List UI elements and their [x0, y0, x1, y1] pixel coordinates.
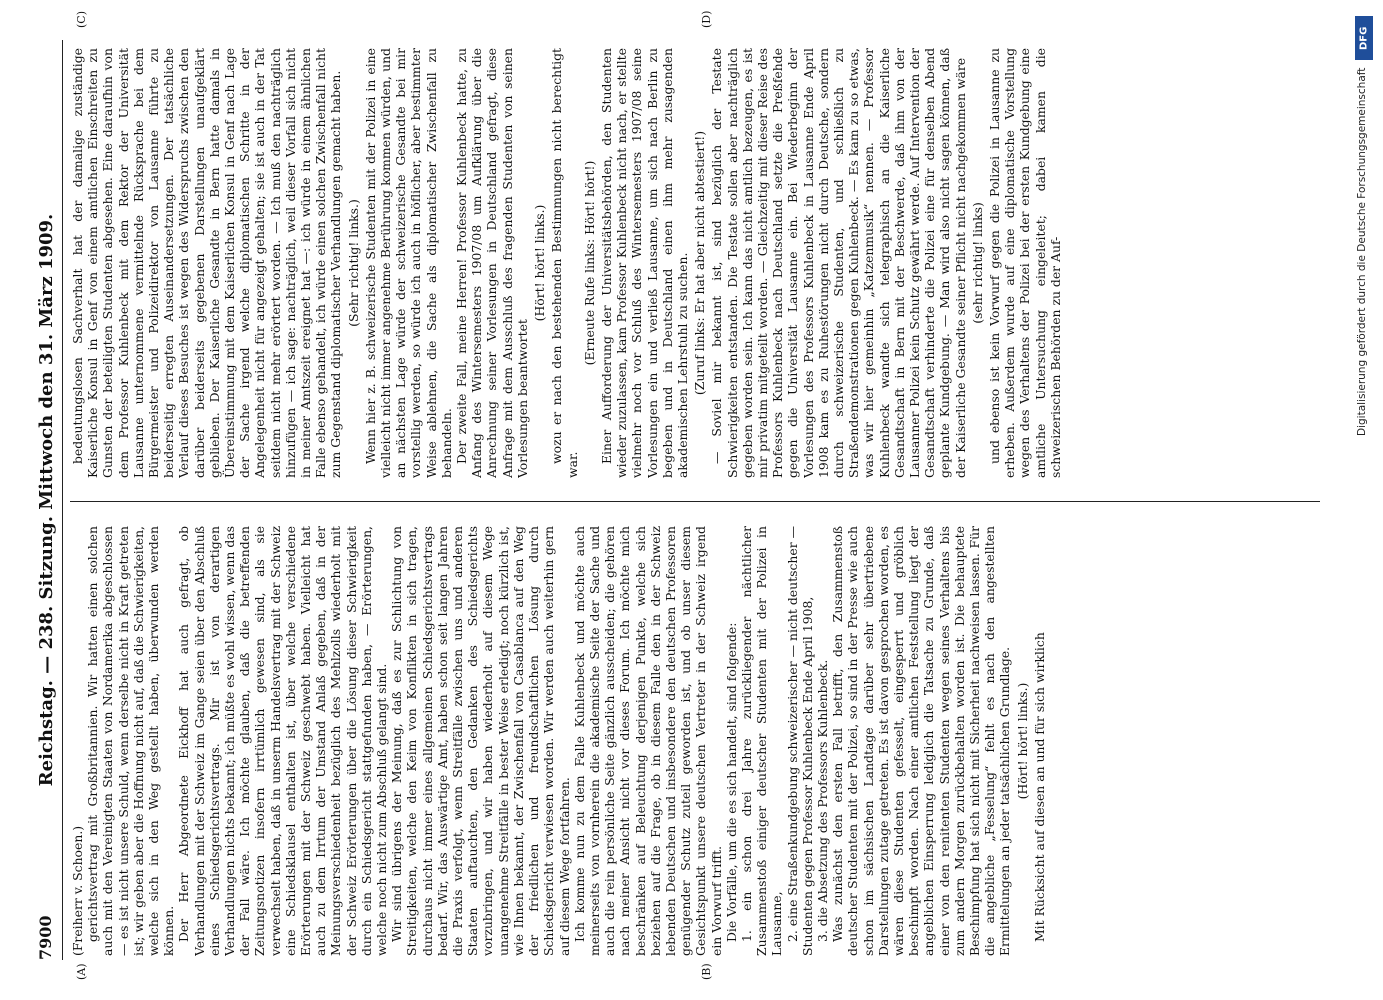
interjection: (Hört! hört! links.): [532, 204, 548, 322]
paragraph: — Soviel mir bekannt ist, sind bezüglich der Testate Schwierigkeiten entstanden. Die Testate sollen aber nachträglich gegeben worden sein. Ich kann das nicht amtlich bezeugen, es ist mir privatim mitgeteilt worden. — Gleichzeitig mit dieser Reise des Professors Kuhlenbeck nach Deutschland setzte die Preßfehde gegen die Universität Lausanne ein. Bei Wiederbeginn der Vorlesungen des Professors Kuhlenbeck in Lausanne Ende April 1908 kam es zu Ruhestörungen nicht durch Deutsche, sondern durch schweizerische Studenten, und schließlich zu Straßendemonstrationen gegen Kuhlenbeck. — Es kam zu so etwas, was wir hier gemeinhin „Katzenmusik“ nennen. — Professor Kuhlenbeck wandte sich telegraphisch an die Kaiserliche Gesandtschaft in Bern mit der Beschwerde, daß ihm von der Lausanner Polizei kein Schutz gewährt werde. Auf Intervention der Gesandtschaft verhinderte die Polizei eine für denselben Abend geplante Kundgebung. — Man wird also nicht sagen können, daß der Kaiserliche Gesandte seiner Pflicht nicht nachgekommen wäre: [709, 48, 968, 478]
paragraph: Ich komme nun zu dem Falle Kuhlenbeck und möchte auch meinerseits von vornherein die akademische Seite der Sache und auch die rein persönliche Seite gänzlich ausscheiden; die gehören nach meiner Ansicht nicht vor dieses Forum. Ich möchte mich beschränken auf Beleuchtung derjenigen Punkte, welche sich beziehen auf die Frage, ob in diesem Falle den in der Schweiz lebenden Deutschen und insbesondere den deutschen Professoren genügender Schutz zuteil geworden ist, und ob unser diesem Gesichtspunkt unsere deutschen Vertreter in der Schweiz irgend ein Vorwurf trifft.: [571, 526, 724, 956]
interjection: (Hört! hört! links.): [1014, 682, 1030, 800]
paragraph: wozu er nach den bestehenden Bestimmungen nicht berechtigt war.: [549, 48, 580, 478]
dfg-logo: DFG: [1355, 16, 1373, 60]
paragraph: Was zunächst den ersten Fall betrifft, den Zusammenstoß deutscher Studenten mit der Polizei, so sind in der Presse wie auch schon im sächsischen Landtage darüber sehr übertriebene Darstellungen zutage getreten. Es ist davon gesprochen worden, es wären diese Studenten gefesselt, eingesperrt und gröblich beschimpft worden. Nach einer amtlichen Feststellung liegt der angeblichen Einsperrung lediglich die Tatsache zu Grunde, daß einer von den renitenten Studenten wegen seines Verhaltens bis zum andern Morgen zurückbehalten worden ist. Die behauptete Beschimpfung hat sich nicht mit Sicherheit nachweisen lassen. Für die angebliche „Fesselung“ fehlt es nach den angestellten Ermittelungen an jeder tatsächlichen Grundlage.: [830, 526, 1013, 956]
digitization-strip: [1350, 8, 1378, 992]
column-divider: [70, 501, 1320, 502]
paragraph: gerichtsvertrag mit Großbritannien. Wir hatten einen solchen auch mit den Vereinigten Staaten von Nordamerika abgeschlossen — es ist nicht unsere Schuld, wenn derselbe nicht in Kraft getreten ist; wir geben aber die Hoffnung nicht auf, daß die Schwierigkeiten, welche sich in den Weg gestellt haben, überwunden werden können.: [85, 526, 177, 956]
interjection: (sehr richtig! links): [969, 202, 985, 324]
paragraph: 1. ein schon drei Jahre zurückliegender nächtlicher Zusammenstoß einiger deutscher Studenten mit der Polizei in Lausanne,: [738, 526, 785, 956]
margin-mark-c: (C): [75, 11, 88, 28]
speaker-line: (Freiherr v. Schoen.): [70, 825, 85, 956]
margin-mark-d: (D): [700, 10, 713, 28]
paragraph: Der zweite Fall, meine Herren! Professor Kuhlenbeck hatte, zu Anfang des Wintersemesters 1907/08 um Aufklärung über die Anrechnung seiner Vorlesungen in Deutschland gefragt, diese Anfrage mit dem Ausschluß des fragenden Studenten von seinen Vorlesungen beantwortet: [454, 48, 530, 478]
paragraph: 3. die Absetzung des Professors Kuhlenbeck.: [814, 659, 830, 942]
paragraph: Der Herr Abgeordnete Eickhoff hat auch gefragt, ob Verhandlungen mit der Schweiz im Gange seien über den Abschluß eines Schiedsgerichtsvertrags. Mir ist von derartigen Verhandlungen nichts bekannt; ich müßte es wohl wissen, wenn das der Fall wäre. Ich möchte glauben, daß die betreffenden Zeitungsnotizen insofern irrtümlich gewesen sind, als sie verwechselt haben, daß in unserm Handelsvertrag mit der Schweiz eine Schiedsklausel enthalten ist, über welche verschiedene Erörterungen mit der Schweiz geschwebt haben. Vielleicht hat auch zu dem Irrtum der Umstand Anlaß gegeben, daß in der Meinungsverschiedenheit bezüglich des Mehlzolls wiederholt mit der Schweiz Erörterungen über die Lösung dieser Schwierigkeit durch ein Schiedsgericht stattgefunden haben, — Erörterungen, welche noch nicht zum Abschluß gelangt sind.: [176, 526, 390, 956]
paragraph: und ebenso ist kein Vorwurf gegen die Polizei in Lausanne zu erheben. Außerdem wurde auf eine diplomatische Vorstellung wegen des Verhaltens der Polizei bei der ersten Kundgebung eine amtliche Untersuchung eingeleitet; dabei kamen die schweizerischen Behörden zu der Auf-: [986, 48, 1063, 478]
digitization-note: Digitalisierung gefördert durch die Deutsche Forschungsgemeinschaft: [1356, 68, 1368, 437]
paragraph: Die Vorfälle, um die es sich handelt, sind folgende:: [723, 622, 739, 942]
paragraph: Mit Rücksicht auf diesen an und für sich wirklich: [1031, 632, 1047, 942]
margin-mark-b: (B): [700, 963, 713, 980]
page-title: Reichstag. — 238. Sitzung. Mittwoch den 31. März 1909.: [36, 213, 57, 787]
margin-mark-a: (A): [75, 963, 88, 980]
paragraph: bedeutungslosen Sachverhalt hat der damalige zuständige Kaiserliche Konsul in Genf von einem amtlichen Einschreiten zu Gunsten der beteiligten Studenten abgesehen. Eine daraufhin von dem Professor Kuhlenbeck mit dem Rektor der Universität Lausanne unternommene vermittelnde Rücksprache bei dem Bürgermeister und Polizeidirektor von Lausanne führte zu beiderseitig erregten Auseinandersetzungen. Der tatsächliche Verlauf dieses Besuches ist wegen des Widerspruchs zwischen den darüber beiderseits gegebenen Darstellungen unaufgeklärt geblieben. Der Kaiserliche Gesandte in Bern hatte damals in Übereinstimmung mit dem Kaiserlichen Konsul in Genf nach Lage der Sache irgend welche diplomatischen Schritte in der Angelegenheit nicht für angezeigt gehalten; sie ist auch in der Tat seitdem nicht mehr erörtert worden. — Ich muß den nachträglich hinzufügen — ich sage: nachträglich, weil dieser Vorfall sich nicht in meiner Amtszeit ereignet hat —: ich würde in einem ähnlichen Falle ebenso gehandelt, ich würde einen solchen Zwischenfall nicht zum Gegenstand diplomatischer Verhandlungen gemacht haben.: [70, 48, 344, 478]
paragraph: Einer Aufforderung der Universitätsbehörden, den Studenten wieder zuzulassen, kam Professor Kuhlenbeck nicht nach, er stellte vielmehr noch vor Schluß des Wintersemesters 1907/08 seine Vorlesungen ein und verließ Lausanne, um sich nach Berlin zu begeben und in Deutschland einen ihm mehr zusagenden akademischen Lehrstuhl zu suchen.: [598, 48, 690, 478]
right-text-column: [70, 48, 1320, 478]
paragraph: 2. eine Straßenkundgebung schweizerischer — nicht deutscher — Studenten gegen Professor Kuhlenbeck Ende April 1908,: [784, 526, 815, 956]
page-header: [32, 40, 60, 960]
left-text-column: [70, 526, 1320, 956]
header-rule: [62, 40, 63, 960]
interjection: (Erneute Rufe links: Hört! hört!): [581, 160, 597, 366]
interjection: (Zuruf links: Er hat aber nicht abtestiert!): [692, 130, 708, 396]
page-number: 7900: [36, 915, 55, 960]
interjection: (Sehr richtig! links.): [345, 199, 361, 327]
paragraph: Wir sind übrigens der Meinung, daß es zur Schlichtung von Streitigkeiten, welche den Keim von Konflikten in sich tragen, durchaus nicht immer eines allgemeinen Schiedsgerichtsvertrags bedarf. Wir, das Auswärtige Amt, haben schon seit langen Jahren die Praxis verfolgt, wenn Streitfälle zwischen uns und anderen Staaten auftauchten, den Gedanken des Schiedsgerichts vorzubringen, und wir haben wiederholt auf diesem Wege unangenehme Streitfälle in bester Weise erledigt; noch kürzlich ist, wie Ihnen bekannt, der Zwischenfall von Casablanca auf den Weg der friedlichen und freundschaftlichen Lösung durch Schiedsgericht verwiesen worden. Wir werden auch weiterhin gern auf diesem Wege fortfahren.: [389, 526, 572, 956]
paragraph: Wenn hier z. B. schweizerische Studenten mit der Polizei in eine vielleicht nicht immer angenehme Berührung kommen würden, und an nächsten Lage würde der schweizerische Gesandte bei mir vorstellig werden, so würde ich auch in höflicher, aber bestimmter Weise ablehnen, die Sache als diplomatischer Zwischenfall zu behandeln.: [362, 48, 454, 478]
